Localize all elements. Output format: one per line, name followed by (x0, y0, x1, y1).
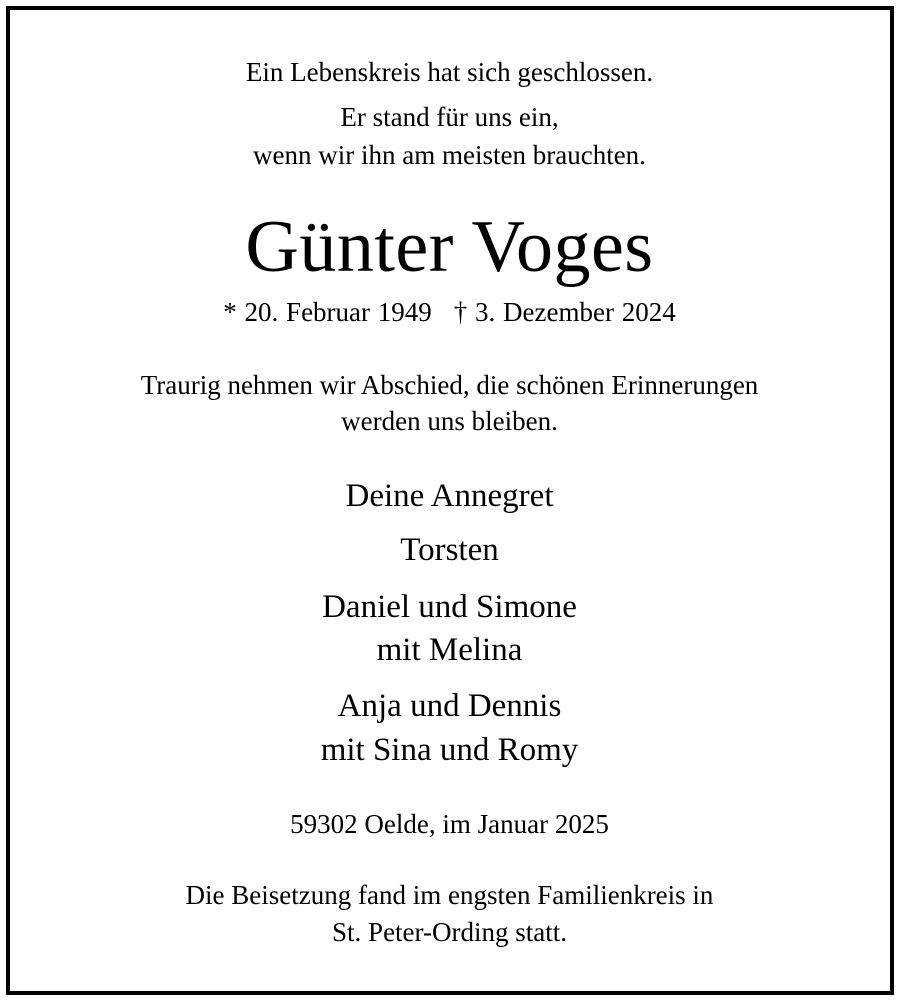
burial-notice-line-1: Die Beisetzung fand im engsten Familienkreis in (185, 880, 714, 910)
family-member: Anja und Dennis (337, 688, 562, 724)
birth-date: * 20. Februar 1949 (223, 297, 432, 327)
intro-line-2: Er stand für uns ein, (340, 102, 559, 132)
death-date: † 3. Dezember 2024 (453, 297, 676, 327)
farewell-line-1: Traurig nehmen wir Abschied, die schönen Erinnerungen (140, 370, 759, 400)
farewell-line-2: werden uns bleiben. (341, 406, 558, 436)
family-member: Deine Annegret (345, 478, 554, 514)
intro-line-1: Ein Lebenskreis hat sich geschlossen. (245, 57, 654, 87)
life-dates (0, 299, 899, 326)
family-member: Daniel und Simone (322, 589, 577, 625)
burial-notice-line-2: St. Peter-Ording statt. (332, 917, 567, 947)
intro-line-3: wenn wir ihn am meisten brauchten. (253, 140, 646, 170)
family-member: Torsten (400, 532, 499, 568)
family-member: mit Sina und Romy (320, 732, 579, 768)
family-member: mit Melina (376, 632, 523, 668)
deceased-name: Günter Voges (245, 206, 654, 288)
place-and-date: 59302 Oelde, im Januar 2025 (290, 809, 609, 839)
